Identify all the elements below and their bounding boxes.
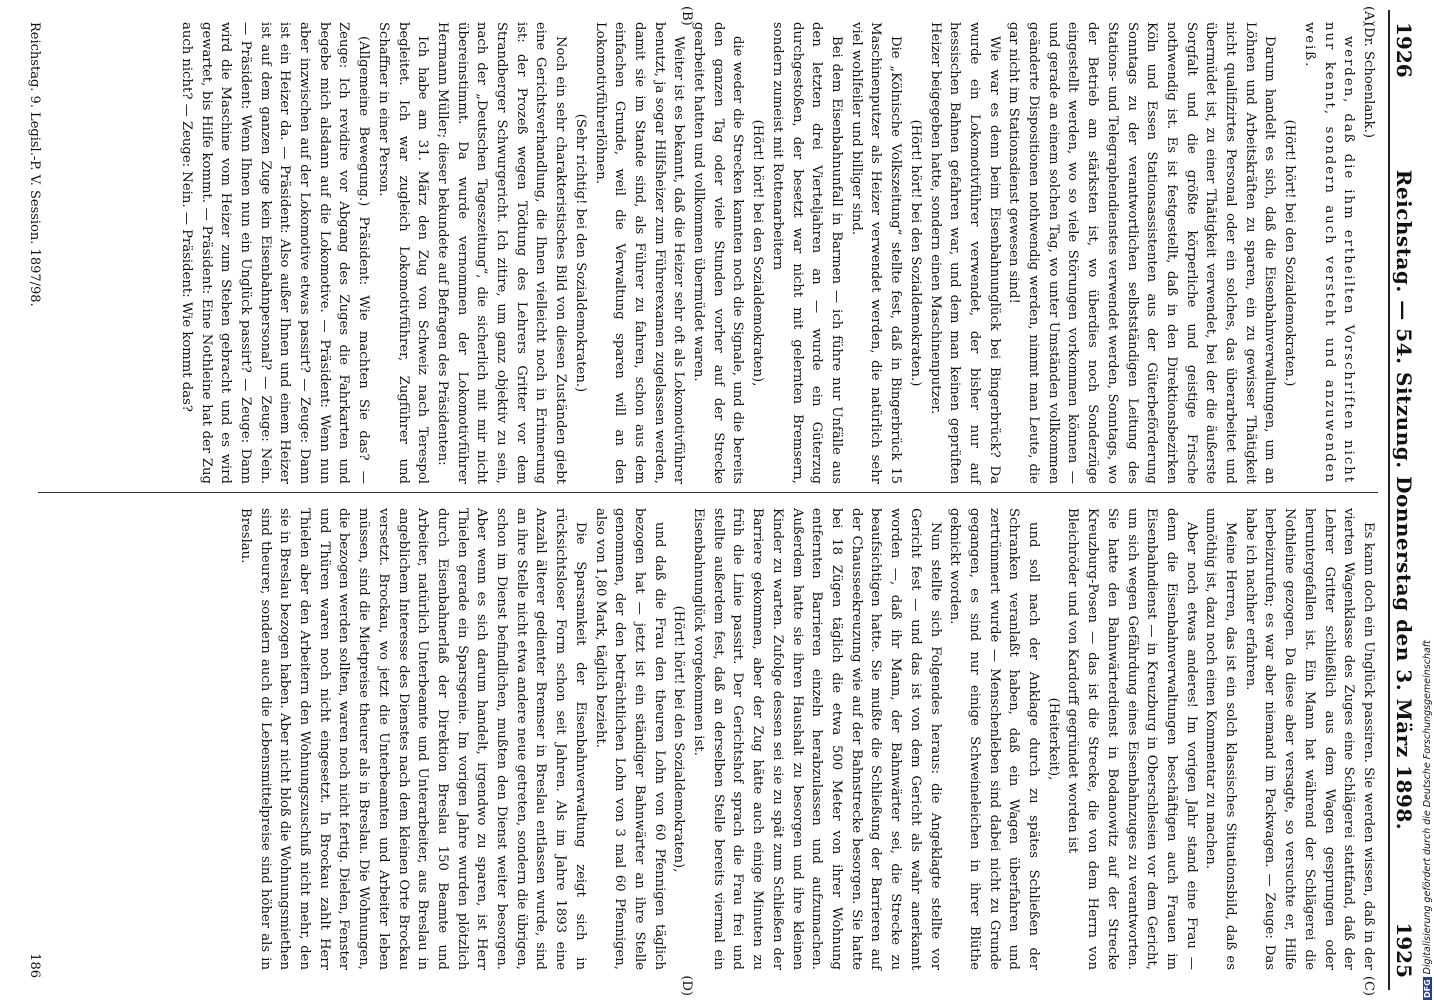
dfg-logo: DFG [1423, 979, 1432, 998]
interjection: (Hört! hört! bei den Sozialdemokraten), [750, 119, 766, 387]
paragraph: die weder die Strecken kannten noch die Signale, und die bereits den ganzen Tag oder viele Stunden vorher auf der Strecke gearbeitet hatten und vollkommen übermüdet waren. [691, 22, 746, 484]
interjection: (Hört! hört! bei den Sozialdemokraten.) [1282, 119, 1298, 387]
page-footer [20, 22, 42, 978]
left-text-column [176, 22, 1378, 484]
header-rule [1388, 10, 1390, 990]
paragraph: Es kann doch ein Unglück passiren. Sie werden wissen, daß in der vierten Wagenklasse des Zuges eine Schlägerei stattfand, daß der Lehrer Gritter schließlich aus dem Wagen gesprungen oder heruntergefallen ist. Ein Mann hat während der Schlägerei die Nothleine gezogen. Da diese aber versagte, so versuchte er, Hilfe herbeizurufen; es war aber niemand im Packwagen. — Zeuge: Das habe ich nachher erfahren. [1242, 508, 1376, 970]
speaker-name: (Dr. Schoenlank.) [1361, 22, 1376, 139]
right-text-column [235, 508, 1378, 970]
interjection: (Sehr richtig! bei den Sozialdemokraten.) [572, 113, 588, 393]
footer-session-info: Reichstag. 9. Legisl.-P. V. Session. 1897/98. [27, 22, 42, 307]
column-divider [38, 492, 1378, 493]
paragraph: Darum handelt es sich, daß die Eisenbahnverwaltungen, um an Löhnen und Arbeitskräften zu sparen, ein zu gewisser Thätigkeit nicht qualifizirtes Personal oder ein solches, das überarbeitet und übermüdet ist, zu einer Thätigkeit verwendet, bei der die äußerste Sorgfalt und die größte körperliche und geistige Frische nothwendig ist. Es ist festgestellt, daß in den Direktionsbezirken Köln und Essen Stationsassistenten aus der Güterbeförderung Sonntags zu der verantwortlichen selbstständigen Leitung des Stations- und Telegraphendienstes verwendet werden, Sonntags, wo der Betrieb am stärksten ist, wo überdies noch Sonderzüge eingestellt werden, wo so viele Störungen vorkommen können — und gerade an einem solchen Tag, wo unter Umständen vollkommen geänderte Dispositionen nothwendig werden, nimmt man Leute, die gar nicht im Stationsdienst gewesen sind! [1006, 22, 1278, 484]
paragraph: und daß die Frau den theuren Lohn von 60 Pfennigen täglich bezogen hat — jetzt ist ein ständiger Bahnwärter an ihre Stelle genommen, der den beträchtlichen Lohn von 3 mal 60 Pfennigen, also von 1,80 Mark, täglich bezieht. [592, 508, 667, 970]
interjection: (Hört! hört! bei den Sozialdemokraten.) [907, 119, 923, 387]
margin-marker-b: (B) [679, 6, 694, 26]
paragraph: Meine Herren, das ist ein solch klassisches Situationsbild, daß es unnöthig ist, dazu noch einen Kommentar zu machen. [1203, 508, 1239, 970]
page-title: Reichstag. — 54. Sitzung. Donnerstag den 3. März 1898. [1392, 169, 1416, 831]
margin-marker-d: (D) [679, 975, 694, 996]
footer-page-number: 186 [27, 953, 42, 978]
paragraph: Aber noch etwas anderes! Im vorigen Jahr stand eine Frau — denn die Eisenbahnverwaltungen beschäftigen auch Frauen im Eisenbahndienst — in Kreuzburg in Oberschlesien vor dem Gericht, um sich wegen Gefährdung eines Eisenbahnzuges zu verantworten. Sie hatte den Bahnwärterdienst in Bodanowitz auf der Strecke Kreuzburg-Posen — das ist die Strecke, die von dem Herrn von Bleichröder und von Kardorff gegründet worden ist [1065, 508, 1199, 970]
paragraph: Weiter ist es bekannt, daß die Heizer sehr oft als Lokomotivführer benutzt, ja sogar Hilfsheizer zum Führerexamen zugelassen werden, damit sie im Stande sind, als Führer zu fahren, schon aus dem einfachen Grunde, weil die Verwaltung sparen will an den Lokomotivführerlöhnen. [592, 22, 687, 484]
margin-marker-a: (A) [1361, 6, 1376, 26]
digitization-credit: Digitalisierung gefördert durch die Deutsche Forschungsgemeinschaft [1422, 640, 1433, 975]
margin-marker-c: (C) [1361, 975, 1376, 996]
page-number-left: 1926 [1392, 22, 1416, 78]
paragraph: Bei dem Eisenbahnunfall in Barmen — ich führe nur Unfälle aus den letzten drei Vierteljahren an — wurde ein Güterzug durchgestoßen, der besetzt war nicht mit gelernten Bremsern, sondern zumeist mit Rottenarbeitern [769, 22, 845, 484]
paragraph: Die „Kölnische Volkszeitung“ stellte fest, daß in Bingerbrück 15 Maschinenputzer als Heizer verwendet werden, die natürlich sehr viel wohlfeiler und billiger sind. [848, 22, 904, 484]
paragraph: Ich habe am 31. März den Zug von Schweiz nach Terespol begleitet. Ich war zugleich Lokomotivführer, Zugführer und Schaffner in einer Person. [375, 22, 431, 484]
paragraph: Die Sparsamkeit der Eisenbahnverwaltung zeigt sich in rücksichtsloser Form schon seit Jahren. Als im Jahre 1893 eine Anzahl älterer gedienter Bremser in Breslau entlassen wurde, sind an ihre Stelle nicht etwa andere neue getreten, sondern die übrigen, schon im Dienst befindlichen, mußten den Dienst weiter besorgen. Aber wenn es sich darum handelt, irgendwo zu sparen, ist Herr Thielen gerade ein Sparsgenie. Im vorigen Jahre wurden plötzlich durch Eisenbahnerlaß der Direktion Breslau 150 Beamte und Arbeiter, natürlich Unterbeamte und Unterarbeiter, aus Breslau in angeblichem Interesse des Dienstes nach dem kleinen Orte Brockau versetzt. Brockau, wo jetzt die Unterbeamten und Arbeiter leben müssen, sind die Mietpreise theurer als in Breslau. Die Wohnungen, die bezogen werden sollten, waren noch nicht fertig. Dielen, Fenster und Thüren waren noch nicht eingesetzt. In Brockau zahlt Herr Thielen aber den Arbeitern den Wohnungszuschuß nicht mehr, den sie in Breslau bezogen haben. Aber nicht bloß die Wohnungsmiethen sind theurer, sondern auch die Lebensmittelpreise sind höher als in Breslau. [237, 508, 588, 970]
page-number-right: 1925 [1392, 922, 1416, 978]
paragraph: werden, daß die ihm ertheilten Vorschriften nicht nur kennt, sondern auch versteht und anzuwenden weiß. [1301, 22, 1357, 484]
interjection: (Heiterkeit), [1045, 697, 1061, 781]
interjection: (Hört! hört! bei den Sozialdemokraten), [671, 605, 687, 873]
paragraph: (Allgemeine Bewegung.) Präsident: Wie machten Sie das? — Zeuge: Ich revidire vor Abgang des Zuges die Fahrkarten und begebe mich alsdann auf die Lokomotive. — Präsident: Wenn nun aber inzwischen auf der Lokomotive etwas passirt? — Zeuge: Dann ist ein Heizer da. — Präsident: Also außer Ihnen und einem Heizer ist auf dem ganzen Zuge kein Eisenbahnpersonal? — Zeuge: Nein. — Präsident: Wenn Ihnen nun ein Unglück passirt? — Zeuge: Dann wird die Maschine vom Heizer zum Stehen gebracht und es wird gewartet, bis Hilfe kommt. — Präsident: Eine Nothleine hat der Zug auch nicht? — Zeuge: Nein. — Präsident: Wie kommt das? [178, 22, 372, 484]
paragraph: Wie war es denn beim Eisenbahnunglück bei Bingerbrück? Da wurde ein Lokomotivführer verwendet, der bisher nur auf hessischen Bahnen gefahren war, und dem man keinen geprüften Heizer beigegeben hatte, sondern einen Maschinenputzer. [927, 22, 1002, 484]
digitization-note [1414, 560, 1434, 1000]
paragraph: Noch ein sehr charakteristisches Bild von diesen Zuständen giebt eine Gerichtsverhandlung, die Ihnen vielleicht noch in Erinnerung ist: der Prozeß wegen Tödtung des Lehrers Gritter vor dem Strandberger Schwurgericht. Ich zitire, um ganz objektiv zu sein, nach der „Deutschen Tageszeitung“, die sicherlich mit mir nicht übereinstimmt. Da wurde vernommen der Lokomotivführer Hermann Müller; dieser bekundete auf Befragen des Präsidenten: [434, 22, 569, 484]
digitization-note-text [1422, 640, 1433, 1000]
paragraph: Nun stellte sich Folgendes heraus: die Angeklagte stellte vor Gericht fest — und das ist von dem Gericht als wahr anerkannt worden —, daß ihr Mann, der Bahnwärter sei, die Strecke zu beaufsichtigen hatte. Sie mußte die Schließung der Barrieren auf der Chausseekreuzung wie auf der Bahnstrecke besorgen. Sie hatte bei 18 Zügen täglich die etwa 500 Meter von ihrer Wohnung entfernten Barrieren einzeln herabzulassen und aufzumachen. Außerdem hatte sie ihren Haushalt zu besorgen und ihre kleinen Kinder zu warten. Zufolge dessen sei sie zu spät zum Schließen der Barriere gekommen, aber der Zug hätte auch einige Minuten zu früh die Linie passirt. Der Gerichtshof sprach die Frau frei und stellte außerdem fest, daß an derselben Stelle bereits viermal ein Eisenbahnunglück vorgekommen ist. [691, 508, 943, 970]
paragraph: und soll nach der Anklage durch zu spätes Schließen der Schranken veranlaßt haben, daß ein Wagen überfahren und zertrümmert wurde — Menschenleben sind dabei nicht zu Grunde gegangen, es sind nur einige Schweineleichen in ihrer Blüthe geknickt worden. [947, 508, 1042, 970]
